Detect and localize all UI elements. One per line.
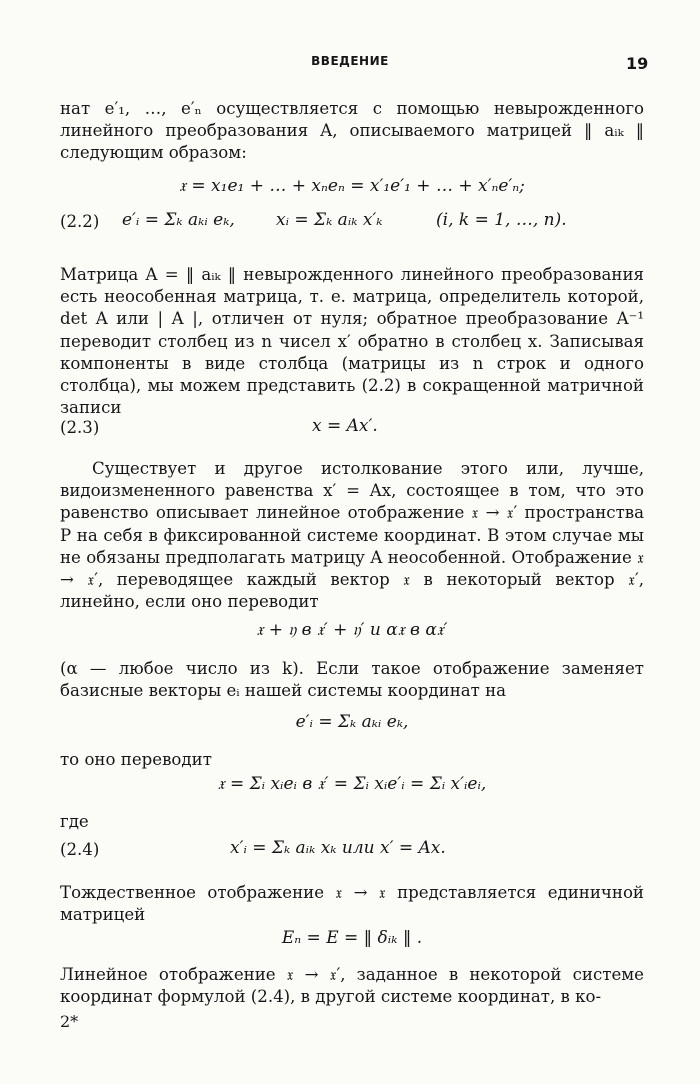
equation-label-2-4: (2.4) (60, 840, 100, 859)
paragraph-intro: нат e′₁, …, e′ₙ осуществляется с помощью невырожденного линейного преобразования A, описываемого матрицей ‖ aᵢₖ ‖ следующим образом: (60, 99, 644, 163)
signature-mark: 2* (60, 1012, 79, 1031)
word-where: где (60, 812, 89, 831)
paragraph-matrix-definition: Матрица A = ‖ aᵢₖ ‖ невырожденного линейного преобразования есть неособенная матрица, т. е. матрица, определитель которой, det A или | A |, отличен от нуля; обратное преобразование A⁻¹ переводит столбец из n чисел x′ обратно в столбец x. Записывая компоненты в виде столбца (матрицы из n строк и одного столбца), мы можем представить (2.2) в сокращенной матричной записи (60, 265, 644, 418)
equation-2-3: x = Ax′. (312, 416, 378, 436)
paragraph-identity: Тождественное отображение 𝔵 → 𝔵 представляется единичной матрицей (60, 883, 644, 925)
equation-linearity: 𝔵 + 𝔶 в 𝔵′ + 𝔶′ и α𝔵 в α𝔵′ (256, 620, 448, 640)
page-number: 19 (626, 54, 649, 73)
paragraph-closing: Линейное отображение 𝔵 → 𝔵′, заданное в некоторой системе координат формулой (2.4), в другой системе координат, в ко- (60, 965, 644, 1007)
paragraph-transforms: то оно переводит (60, 750, 212, 769)
equation-2-4: x′ᵢ = Σₖ aᵢₖ xₖ или x′ = Ax. (230, 838, 446, 858)
equation-identity-matrix: Eₙ = E = ‖ δᵢₖ ‖ . (281, 928, 423, 948)
equation-2-2-basis: e′ᵢ = Σₖ aₖᵢ eₖ, (122, 210, 235, 230)
running-header: ВВЕДЕНИЕ (311, 54, 389, 68)
paragraph-linear-mapping: Существует и другое истолкование этого или, лучше, видоизмененного равенства x′ = Ax, состоящее в том, что это равенство описывает линейное отображение 𝔵 → 𝔵′ пространства P на себя в фиксированной системе координат. В этом случае мы не обязаны предполагать матрицу A неособенной. Отображение 𝔵 → 𝔵′, переводящее каждый вектор 𝔵 в некоторый вектор 𝔵′, линейно, если оно переводит (60, 459, 644, 612)
equation-basis-transform: e′ᵢ = Σₖ aₖᵢ eₖ, (295, 712, 409, 732)
paragraph-basis-vectors: (α — любое число из k). Если такое отображение заменяет базисные векторы eᵢ нашей системы координат на (60, 659, 644, 701)
equation-label-2-2: (2.2) (60, 212, 100, 231)
equation-vector-transform: 𝔵 = Σᵢ xᵢeᵢ в 𝔵′ = Σᵢ xᵢe′ᵢ = Σᵢ x′ᵢeᵢ, (217, 774, 487, 794)
equation-2-2-range: (i, k = 1, …, n). (436, 210, 567, 230)
equation-basis-expansion: 𝔵 = x₁e₁ + … + xₙeₙ = x′₁e′₁ + … + x′ₙe′ₙ; (179, 176, 525, 196)
equation-label-2-3: (2.3) (60, 418, 100, 437)
equation-2-2-coordinates: xᵢ = Σₖ aᵢₖ x′ₖ (276, 210, 383, 230)
